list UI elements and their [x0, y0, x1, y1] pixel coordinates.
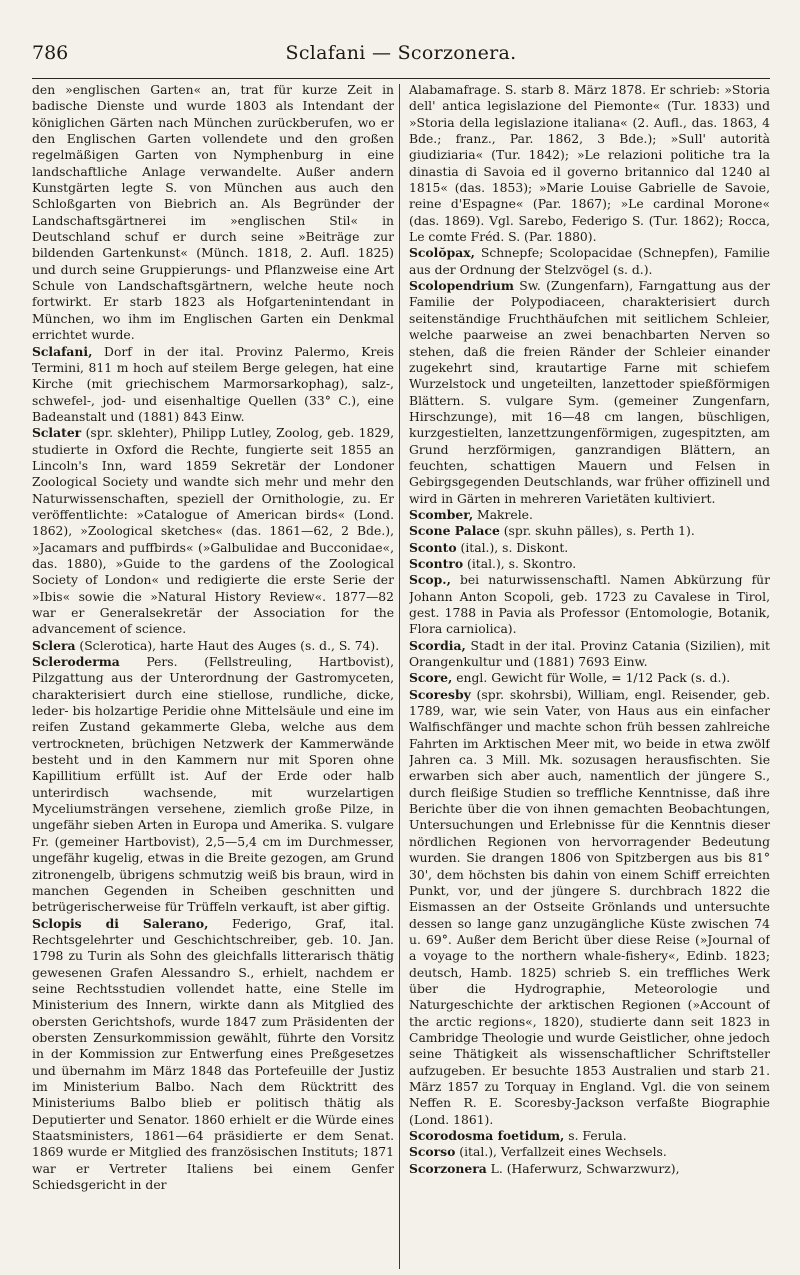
entry-headword: Sclafani,	[32, 343, 93, 359]
dictionary-entry	[409, 556, 770, 572]
entry-headword: Scomber,	[409, 506, 474, 522]
page-header	[32, 38, 770, 79]
entry-text: bei naturwissenschaftl. Namen Abkürzung für Johann Anton Scopoli, geb. 1723 zu Cavalese in Tirol, gest. 1788 in Pavia als Professor (Entomologie, Botanik, Flora carniolica).	[409, 573, 770, 637]
dictionary-entry	[32, 425, 394, 637]
entry-headword: Scleroderma	[32, 654, 120, 670]
dictionary-entry	[409, 1161, 770, 1177]
entry-text: (Sclerotica), harte Haut des Auges (s. d., S. 74).	[75, 638, 380, 653]
entry-text: Schnepfe; Scolopacidae (Schnepfen), Familie aus der Ordnung der Stelzvögel (s. d.).	[409, 246, 770, 277]
dictionary-entry	[409, 687, 770, 1128]
entry-text: (ital.), s. Skontro.	[463, 556, 577, 571]
page-number: 786	[32, 42, 69, 64]
dictionary-entry	[409, 1144, 770, 1160]
entry-headword: Scorso	[409, 1144, 456, 1160]
entry-text: (ital.), Verfallzeit eines Wechsels.	[455, 1145, 667, 1160]
entry-headword: Scolŏpax,	[409, 245, 475, 261]
entry-headword: Sclopis di Salerano,	[32, 915, 209, 931]
entry-text: Pers. (Fellstreuling, Hartbovist), Pilzgattung aus der Unterordnung der Gastromyceten, charakterisiert durch eine stiellose, rundliche, dicke, leder- bis holzartige Peridie ohne Mittelsäule und eine im reifen Zustand gekammerte Gleba, welche aus dem vertrockneten, brüchigen Netzwerk der Kammerwände besteht und in den Kammern nur mit Sporen ohne Kapillitium erfüllt ist. Auf der Erde oder halb unterirdisch wachsende, mit wurzelartigen Myceliumsträngen versehene, ziemlich große Pilze, in ungefähr sieben Arten in Europa und Amerika. S. vulgare Fr. (gemeiner Hartbovist), 2,5—5,4 cm im Durchmesser, ungefähr kugelig, etwas in die Breite gezogen, am Grund zitronengelb, übrigens schmutzig weiß bis braun, wird in manchen Gegenden in Scheiben geschnitten und betrügerischerweise für Trüffeln verkauft, ist aber giftig.	[32, 655, 394, 915]
entry-headword: Sclera	[32, 637, 76, 653]
entry-text: Stadt in der ital. Provinz Catania (Sizilien), mit Orangenkultur und (1881) 7693 Einw.	[409, 638, 770, 670]
entry-headword: Scoresby	[409, 686, 471, 702]
dictionary-entry	[32, 916, 394, 1194]
right-column	[409, 82, 770, 1257]
entry-headword: Scop.,	[409, 572, 451, 588]
dictionary-entry	[409, 572, 770, 637]
entry-text: Makrele.	[473, 507, 533, 522]
entry-text: L. (Haferwurz, Schwarzwurz),	[486, 1161, 680, 1176]
entry-headword: Scordia,	[409, 637, 466, 653]
entry-text: Federigo, Graf, ital. Rechtsgelehrter und Geschichtschreiber, geb. 10. Jan. 1798 zu Turin als Sohn des gleichfalls litterarisch thätig gewesenen Grafen Alessandro S., erhielt, nachdem er seine Rechtsstudien vollendet hatte, eine Stelle im Ministerium des Innern, wirkte dann als Mitglied des obersten Gerichtshofs, wurde 1847 zum Präsidenten der obersten Zensurkommission gewählt, führte den Vorsitz in der Kommission zur Entwerfung eines Preßgesetzes und übernahm im März 1848 das Portefeuille der Justiz im Ministerium Balbo. Nach dem Rücktritt des Ministeriums Balbo blieb er politisch thätig als Deputierter und Senator. 1860 erhielt er die Würde eines Staatsministers, 1861—64 präsidierte er dem Senat. 1869 wurde er Mitglied des französischen Instituts; 1871 war er Vertreter Italiens bei einem Genfer Schiedsgericht in der	[32, 916, 394, 1193]
dictionary-entry	[409, 540, 770, 556]
dictionary-entry	[32, 638, 394, 654]
dictionary-entry	[409, 638, 770, 671]
entry-text: (ital.), s. Diskont.	[456, 540, 569, 555]
dictionary-entry	[32, 344, 394, 426]
dictionary-entry	[409, 1128, 770, 1144]
dictionary-entry	[32, 654, 394, 916]
entry-headword: Scone Palace	[409, 523, 500, 539]
entry-text: (spr. skohrsbi), William, engl. Reisender, geb. 1789, war, wie sein Vater, von Haus aus ein einfacher Walfischfänger und machte schon früh bessen zahlreiche Fahrten im Arktischen Meer mit, wo beide in etwa zwölf Jahren ca. 3 Mill. Mk. sozusagen herausfischten. Sie erwarben sich aber auch, namentlich der jüngere S., durch fleißige Studien so treffliche Kenntnisse, daß ihre Berichte über die von ihnen gemachten Beobachtungen, Untersuchungen und Erlebnisse für die Kenntnis dieser nördlichen Regionen von hervorragender Bedeutung wurden. Sie drangen 1806 von Spitzbergen aus bis 81° 30', dem höchsten bis dahin von einem Schiff erreichten Punkt, vor, und der jüngere S. durchbrach 1822 die Eismassen an der Ostseite Grönlands und untersuchte dessen so lange ganz unzugängliche Küste zwischen 74 u. 69°. Außer dem Bericht über diese Reise (»Journal of a voyage to the northern whale-fishery«, Edinb. 1823; deutsch, Hamb. 1825) schrieb S. ein treffliches Werk über die Hydrographie, Meteorologie und Naturgeschichte der arktischen Regionen (»Account of the arctic regions«, 1820), studierte dann seit 1823 in Cambridge Theologie und wurde Geistlicher, ohne jedoch seine Thätigkeit als wissenschaftlicher Schriftsteller aufzugeben. Er besuchte 1853 Australien und starb 21. März 1857 zu Torquay in England. Vgl. die von seinem Neffen R. E. Scoresby-Jackson verfaßte Biographie (Lond. 1861).	[409, 687, 770, 1127]
dictionary-entry	[409, 278, 770, 507]
entry-headword: Scorodosma foetidum,	[409, 1128, 565, 1143]
dictionary-entry	[409, 82, 770, 245]
entry-headword: Scorzonera	[409, 1160, 487, 1176]
entry-headword: Sconto	[409, 539, 457, 555]
dictionary-entry	[409, 245, 770, 278]
entry-headword: Sclater	[32, 425, 82, 441]
entry-headword: Score,	[409, 670, 453, 686]
dictionary-entry	[32, 82, 394, 344]
dictionary-entry	[409, 507, 770, 523]
entry-text: Alabamafrage. S. starb 8. März 1878. Er schrieb: »Storia dell' antica legislazione del Piemonte« (Tur. 1833) und »Storia della legislazione italiana« (2. Aufl., das. 1863, 4 Bde.; franz., Par. 1862, 3 Bde.); »Sull' autorità giudiziaria« (Tur. 1842); »Le relazioni politiche tra la dinastia di Savoia ed il governo britannico dal 1240 al 1815« (das. 1853); »Marie Louise Gabrielle de Savoie, reine d'Espagne« (Par. 1867); »Le cardinal Morone« (das. 1869). Vgl. Sarebo, Federigo S. (Tur. 1862); Rocca, Le comte Fréd. S. (Par. 1880).	[409, 83, 770, 245]
entry-text: den »englischen Garten« an, trat für kurze Zeit in badische Dienste und wurde 1803 als Intendant der königlichen Gärten nach München zurückberufen, wo er den Englischen Garten vollendete und den großen regelmäßigen Garten von Nymphenburg in eine landschaftliche Anlage verwandelte. Außer andern Kunstgärten legte S. von München aus auch den Schloßgarten von Biebrich an. Als Begründer der Landschaftsgärtnerei im »englischen Stil« in Deutschland schuf er durch seine »Beiträge zur bildenden Gartenkunst« (Münch. 1818, 2. Aufl. 1825) und durch seine Gruppierungs- und Pflanzweise eine Art Schule von Landschaftsgärtnern, welche heute noch fortwirkt. Er starb 1823 als Hofgartenintendant in München, wo ihm im Englischen Garten ein Denkmal errichtet wurde.	[32, 83, 394, 343]
entry-text: Sw. (Zungenfarn), Farngattung aus der Familie der Polypodiaceen, charakterisiert durch seitenständige Fruchthäufchen mit seitlichem Schleier, welche paarweise an zwei benachbarten Nerven so stehen, daß die freien Ränder der Schleier einander zugekehrt sind, krautartige Farne mit schiefem Wurzelstock und ungeteilten, lanzettoder spießförmigen Blättern. S. vulgare Sym. (gemeiner Zungenfarn, Hirschzunge), mit 16—48 cm langen, büschligen, kurzgestielten, lanzettzungenförmigen, zugespitzten, am Grund herzförmigen, ganzrandigen Blättern, an feuchten, schattigen Mauern und Felsen in Gebirgsgegenden Deutschlands, war früher offizinell und wird in Gärten in mehreren Varietäten kultiviert.	[409, 279, 770, 506]
entry-headword: Scontro	[409, 555, 464, 571]
entry-text: engl. Gewicht für Wolle, = 1/12 Pack (s. d.).	[452, 671, 731, 686]
entry-text: s. Ferula.	[564, 1129, 627, 1143]
dictionary-entry	[409, 670, 770, 686]
dictionary-entry	[409, 523, 770, 539]
left-column	[32, 82, 394, 1257]
column-divider	[399, 84, 400, 1269]
running-title: Sclafani — Scorzonera.	[285, 42, 517, 64]
entry-text: (spr. skuhn pälles), s. Perth 1).	[499, 524, 695, 539]
entry-text: (spr. sklehter), Philipp Lutley, Zoolog, geb. 1829, studierte in Oxford die Rechte, fungierte seit 1855 an Lincoln's Inn, ward 1859 Sekretär der Londoner Zoological Society und wandte sich mehr und mehr den Naturwissenschaften, speziell der Ornithologie, zu. Er veröffentlichte: »Catalogue of American birds« (Lond. 1862), »Zoological sketches« (das. 1861—62, 2 Bde.), »Jacamars and puffbirds« (»Galbulidae and Bucconidae«, das. 1880), »Guide to the gardens of the Zoological Society of London« und redigierte die erste Serie der »Ibis« sowie die »Natural History Review«. 1877—82 war er Generalsekretär der Association for the advancement of science.	[32, 426, 394, 637]
entry-headword: Scolopendrium	[409, 278, 514, 294]
entry-text: Dorf in der ital. Provinz Palermo, Kreis Termini, 811 m hoch auf steilem Berge gelegen, hat eine Kirche (mit griechischem Marmorsarkophag), salz-, schwefel-, jod- und eisenhaltige Quellen (33° C.), eine Badeanstalt und (1881) 843 Einw.	[32, 344, 394, 424]
